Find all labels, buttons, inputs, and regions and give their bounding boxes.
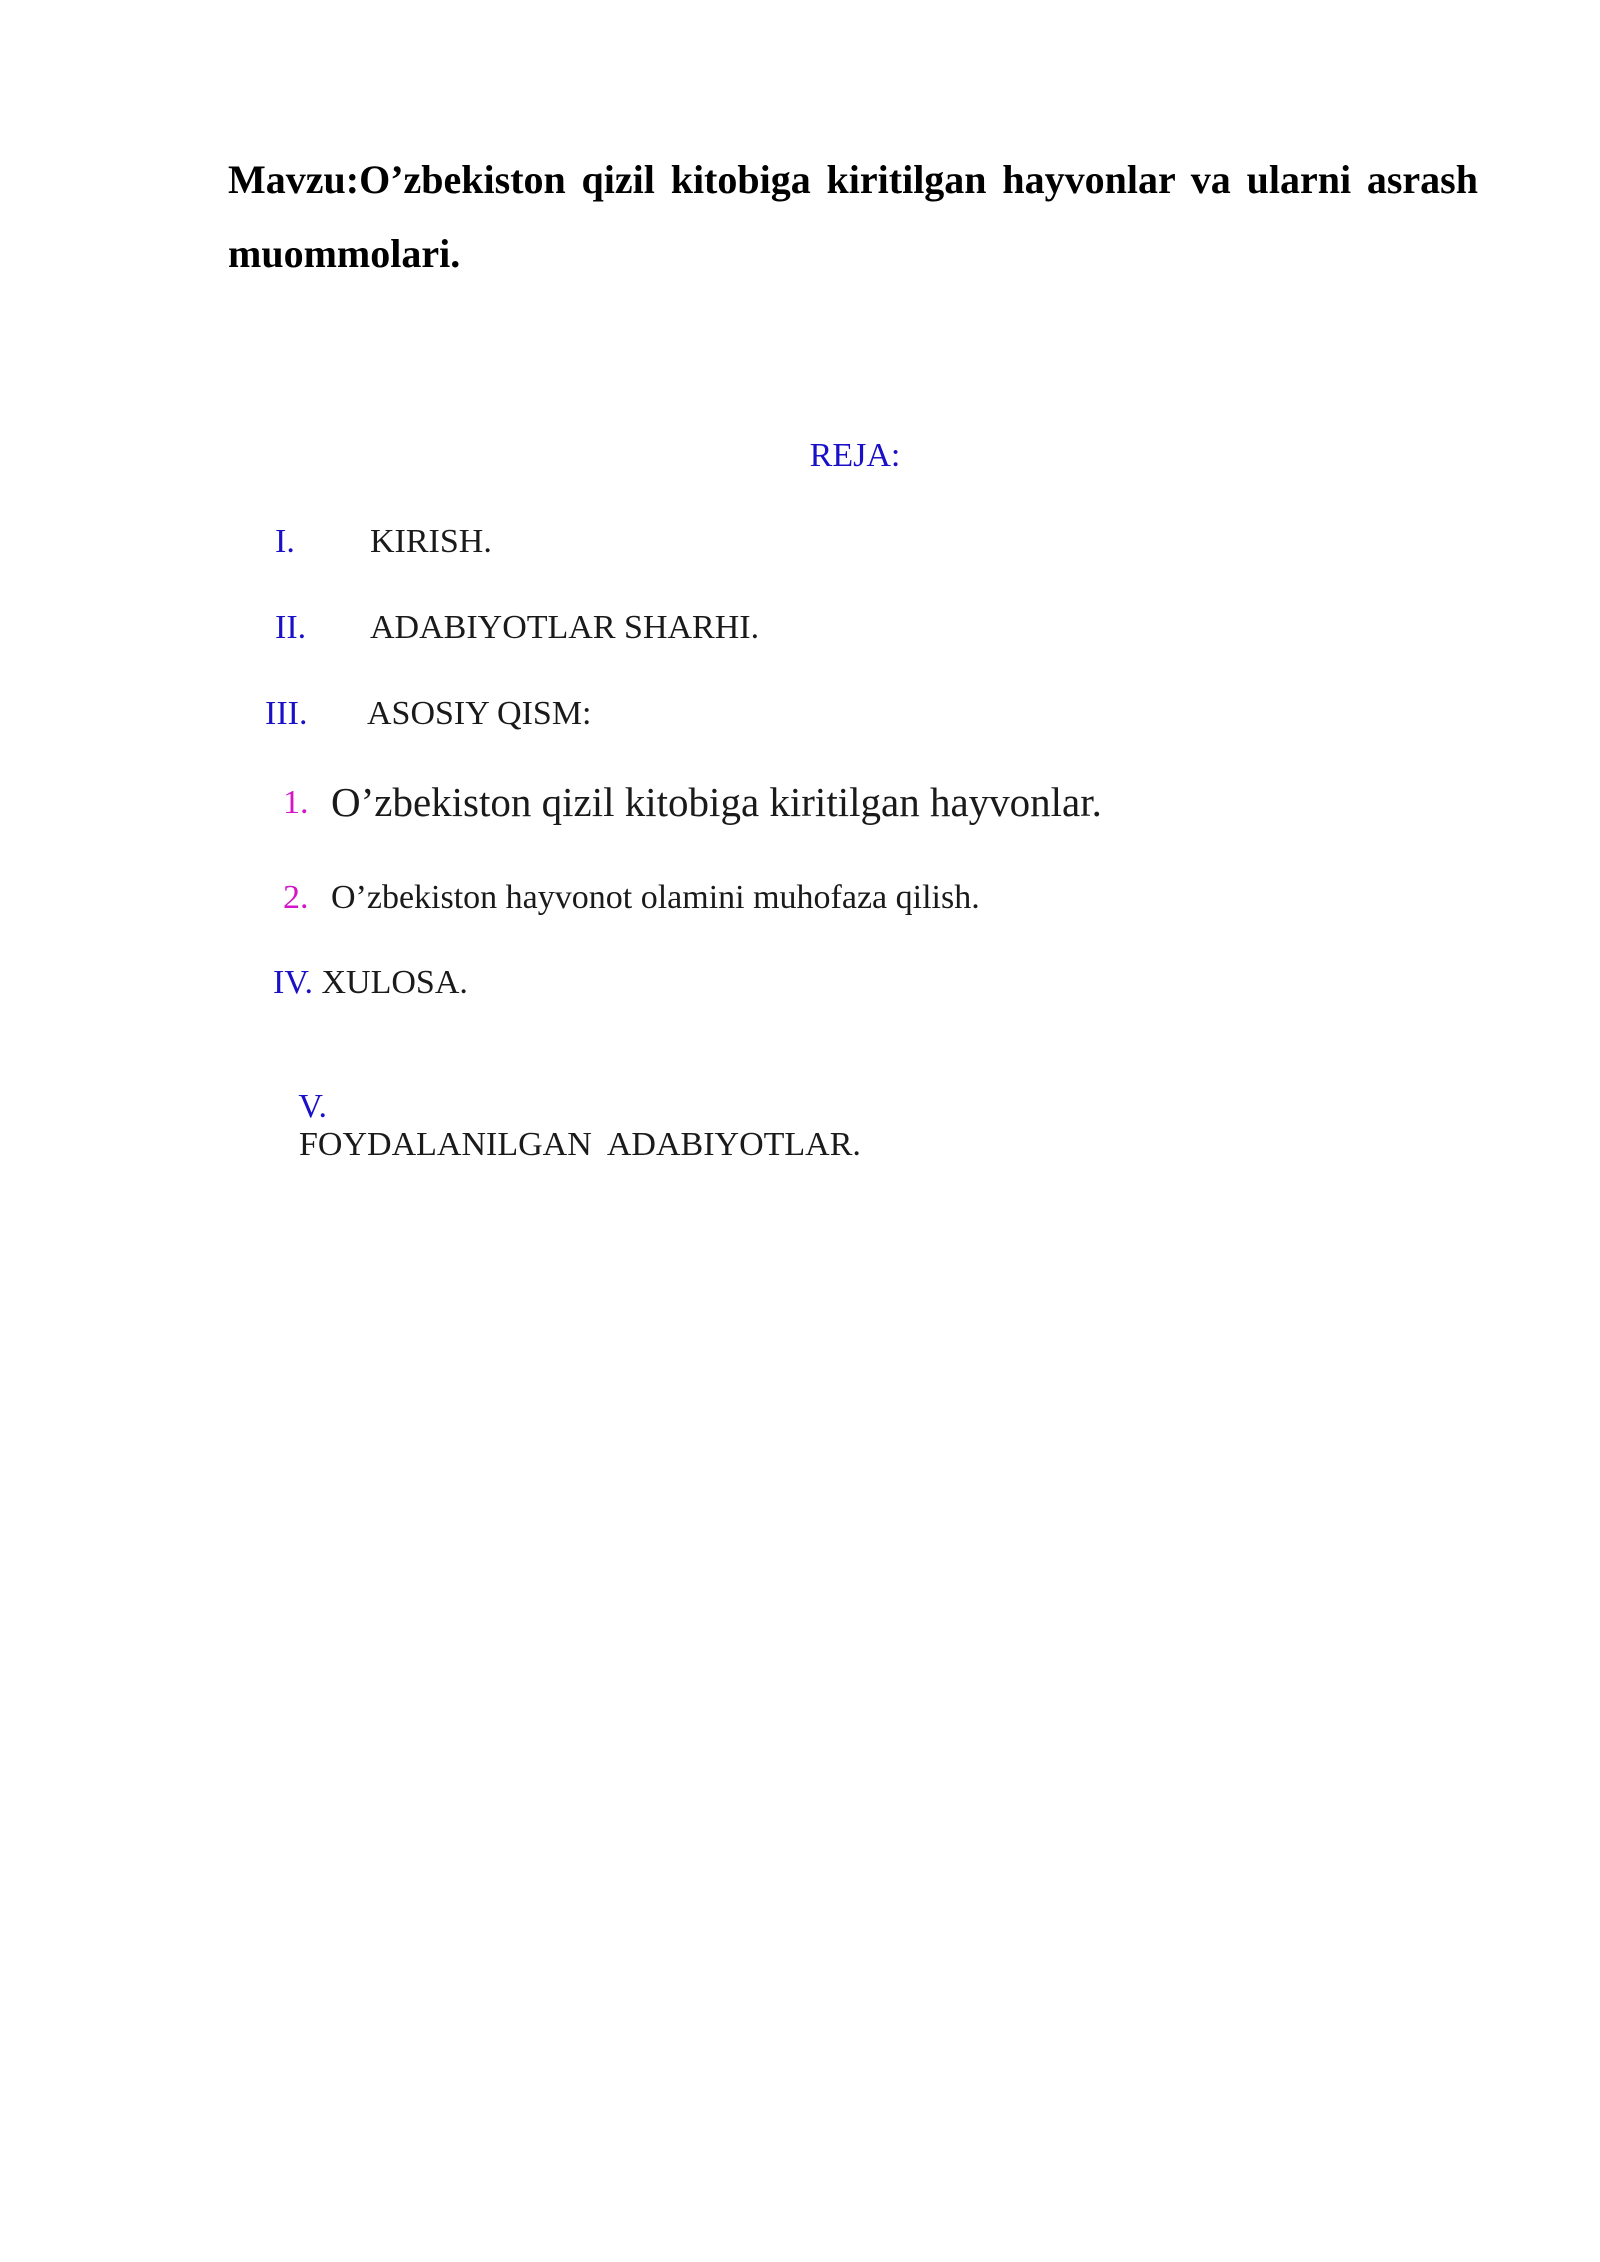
item-number: I.	[275, 523, 295, 560]
item-text: XULOSA.	[321, 964, 468, 1001]
plan-subitem-1	[283, 784, 309, 822]
item-text: O’zbekiston hayvonot olamini muhofaza qilish.	[331, 879, 980, 916]
item-text: ASOSIY QISM:	[367, 695, 592, 732]
plan-item-5	[265, 1050, 861, 1202]
item-text: FOYDALANILGAN ADABIYOTLAR.	[299, 1126, 861, 1163]
plan-heading: REJA:	[809, 437, 901, 474]
plan-item-1	[275, 523, 295, 561]
plan-subitem-2	[283, 879, 309, 917]
plan-item-4	[273, 964, 468, 1002]
document-title: Mavzu:O’zbekiston qizil kitobiga kiritilgan hayvonlar va ularni asrash muommolari.	[228, 157, 1478, 276]
item-number: II.	[275, 609, 307, 646]
item-number: IV.	[273, 964, 313, 1001]
item-text: ADABIYOTLAR SHARHI.	[370, 609, 760, 646]
item-text: KIRISH.	[370, 523, 492, 560]
item-number: III.	[265, 695, 308, 732]
item-number: 1.	[283, 784, 309, 821]
item-number: V.	[298, 1088, 328, 1125]
plan-item-3	[265, 695, 307, 733]
item-text: O’zbekiston qizil kitobiga kiritilgan hayvonlar.	[331, 779, 1102, 825]
item-number: 2.	[283, 879, 309, 916]
plan-item-2	[275, 609, 306, 647]
